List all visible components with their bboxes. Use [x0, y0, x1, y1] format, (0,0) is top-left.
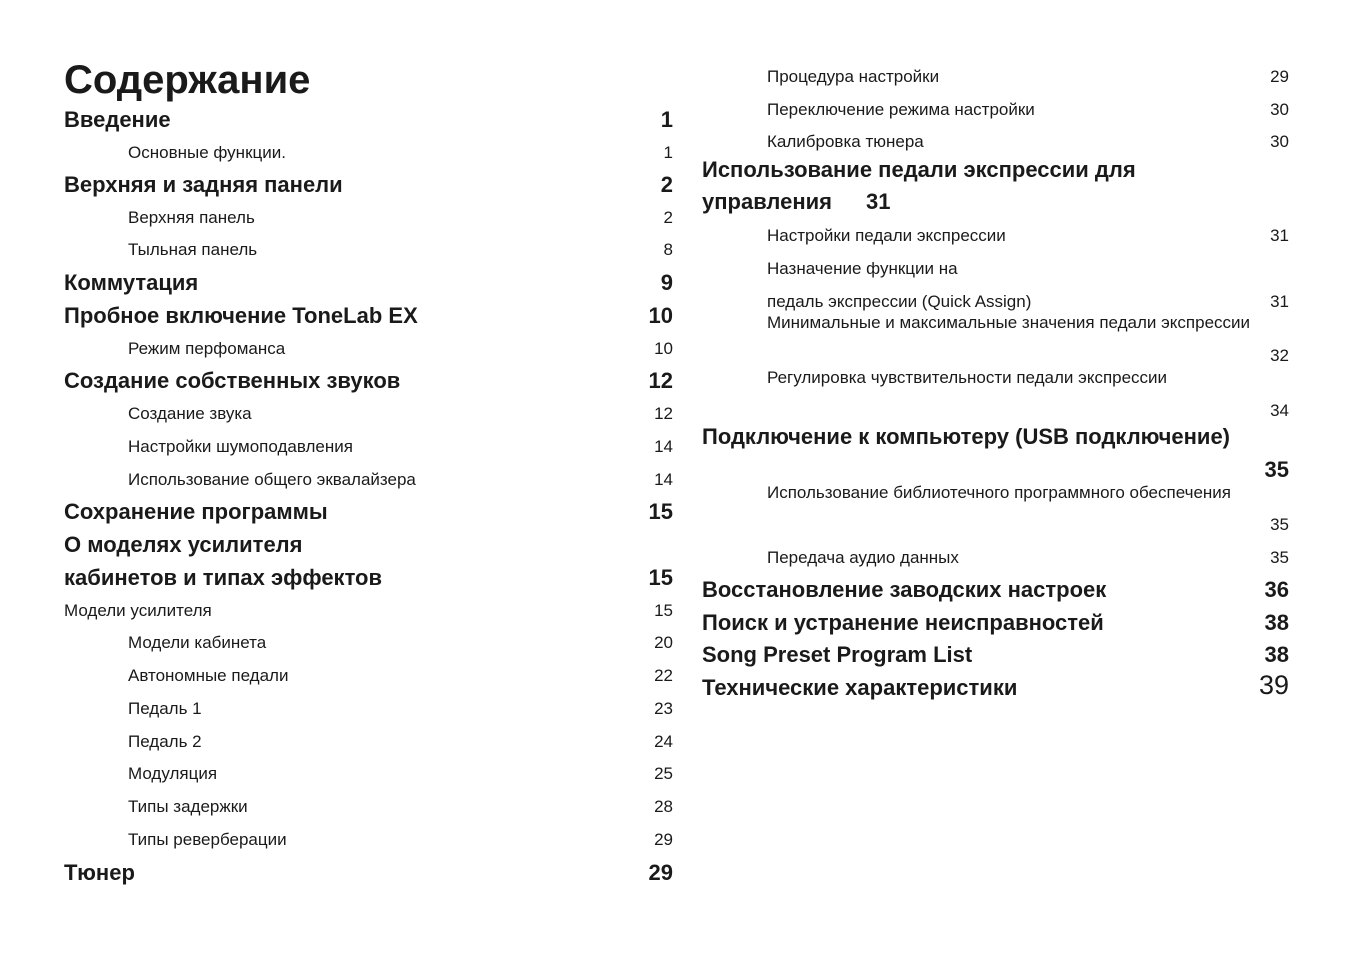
- toc-entry-label[interactable]: Подключение к компьютеру (USB подключение): [702, 424, 1230, 449]
- toc-entry-page: 10: [648, 303, 673, 328]
- toc-entry-label[interactable]: Основные функции.: [128, 143, 286, 162]
- toc-entry-label[interactable]: управления: [702, 189, 833, 214]
- toc-entry-page: 39: [1258, 670, 1289, 700]
- toc-entry-page: 12: [654, 404, 673, 423]
- toc-entry-page: 35: [1270, 548, 1289, 567]
- toc-entry-label[interactable]: Передача аудио данных: [767, 548, 959, 567]
- page-title: Содержание: [64, 58, 311, 102]
- toc-entry-page: 8: [663, 240, 673, 259]
- toc-entry-page: 30: [1270, 132, 1289, 151]
- toc-entry-label[interactable]: педаль экспрессии (Quick Assign): [767, 292, 1032, 311]
- toc-entry-page: 1: [663, 143, 673, 162]
- toc-entry-page: 34: [1270, 401, 1289, 420]
- toc-entry-page: 35: [1270, 515, 1289, 534]
- toc-entry-page: 10: [654, 339, 673, 358]
- toc-entry-label[interactable]: Педаль 1: [128, 699, 202, 718]
- toc-entry-label[interactable]: Процедура настройки: [767, 67, 940, 86]
- toc-entry-page: 20: [654, 633, 673, 652]
- toc-entry-page: 29: [648, 860, 673, 885]
- toc-entry-page: 14: [654, 470, 673, 489]
- toc-entry-page: 36: [1264, 577, 1289, 602]
- toc-entry-page: 2: [660, 172, 673, 197]
- toc-entry-label[interactable]: Использование библиотечного программного обеспечения: [767, 483, 1231, 502]
- toc-entry-label[interactable]: Введение: [64, 107, 171, 132]
- toc-entry-label[interactable]: Использование педали экспрессии для: [702, 157, 1136, 182]
- toc-entry-page: 31: [1270, 226, 1289, 245]
- toc-entry-page: 31: [1270, 292, 1289, 311]
- toc-entry-label[interactable]: Восстановление заводских настроек: [702, 577, 1107, 602]
- toc-entry-label[interactable]: Переключение режима настройки: [767, 100, 1035, 119]
- toc-entry-label[interactable]: Пробное включение ToneLab EX: [64, 303, 418, 328]
- toc-entry-label[interactable]: кабинетов и типах эффектов: [64, 565, 383, 590]
- toc-entry-label[interactable]: Калибровка тюнера: [767, 132, 924, 151]
- toc-entry-label[interactable]: Типы задержки: [128, 797, 248, 816]
- toc-entry-label[interactable]: Тюнер: [64, 860, 135, 885]
- toc-entry-label[interactable]: Верхняя и задняя панели: [64, 172, 343, 197]
- toc-entry-label[interactable]: Автономные педали: [128, 666, 289, 685]
- toc-entry-label[interactable]: Технические характеристики: [702, 675, 1018, 700]
- toc-entry-page: 24: [654, 732, 673, 751]
- toc-entry-page: 25: [654, 764, 673, 783]
- toc-entry-label[interactable]: Создание звука: [128, 404, 252, 423]
- toc-entry-label[interactable]: Настройки шумоподавления: [128, 437, 353, 456]
- toc-entry-label[interactable]: Назначение функции на: [767, 259, 958, 278]
- toc-entry-page: 29: [1270, 67, 1289, 86]
- toc-entry-label[interactable]: Типы реверберации: [128, 830, 287, 849]
- toc-entry-page: 12: [648, 368, 673, 393]
- toc-entry-page: 30: [1270, 100, 1289, 119]
- toc-entry-label[interactable]: Использование общего эквалайзера: [128, 470, 416, 489]
- toc-entry-page: 15: [648, 565, 673, 590]
- toc-entry-page: 9: [660, 270, 673, 295]
- toc-entry-page: 29: [654, 830, 673, 849]
- toc-entry-page: 23: [654, 699, 673, 718]
- toc-entry-page: 38: [1264, 610, 1289, 635]
- toc-entry-page: 22: [654, 666, 673, 685]
- toc-entry-page: 28: [654, 797, 673, 816]
- toc-entry-page: 35: [1264, 457, 1289, 482]
- toc-entry-page: 32: [1270, 346, 1289, 365]
- toc-entry-label[interactable]: Регулировка чувствительности педали экспрессии: [767, 368, 1168, 387]
- toc-entry-page: 1: [660, 107, 673, 132]
- toc-entry-label[interactable]: Модели кабинета: [128, 633, 267, 652]
- toc-entry-label[interactable]: Коммутация: [64, 270, 199, 295]
- toc-entry-page: 14: [654, 437, 673, 456]
- toc-entry-label[interactable]: О моделях усилителя: [64, 532, 303, 557]
- toc-entry-label[interactable]: Педаль 2: [128, 732, 202, 751]
- toc-entry-label[interactable]: Модели усилителя: [64, 601, 212, 620]
- toc-entry-label[interactable]: Создание собственных звуков: [64, 368, 401, 393]
- toc-entry-label[interactable]: Song Preset Program List: [702, 642, 973, 667]
- toc-entry-page: 15: [654, 601, 673, 620]
- toc-entry-label[interactable]: Верхняя панель: [128, 208, 255, 227]
- toc-entry-label[interactable]: Настройки педали экспрессии: [767, 226, 1006, 245]
- toc-entry-label[interactable]: Тыльная панель: [128, 240, 258, 259]
- toc-entry-page: 2: [663, 208, 673, 227]
- toc-entry-label[interactable]: Режим перфоманса: [128, 339, 286, 358]
- toc-entry-label[interactable]: Минимальные и максимальные значения педали экспрессии: [767, 313, 1251, 332]
- toc-entry-label[interactable]: Модуляция: [128, 764, 218, 783]
- toc-entry-page: 31: [866, 189, 891, 214]
- toc-entry-label[interactable]: Поиск и устранение неисправностей: [702, 610, 1104, 635]
- toc-entry-page: 15: [648, 499, 673, 524]
- toc-entry-label[interactable]: Сохранение программы: [64, 499, 328, 524]
- toc-entry-page: 38: [1264, 642, 1289, 667]
